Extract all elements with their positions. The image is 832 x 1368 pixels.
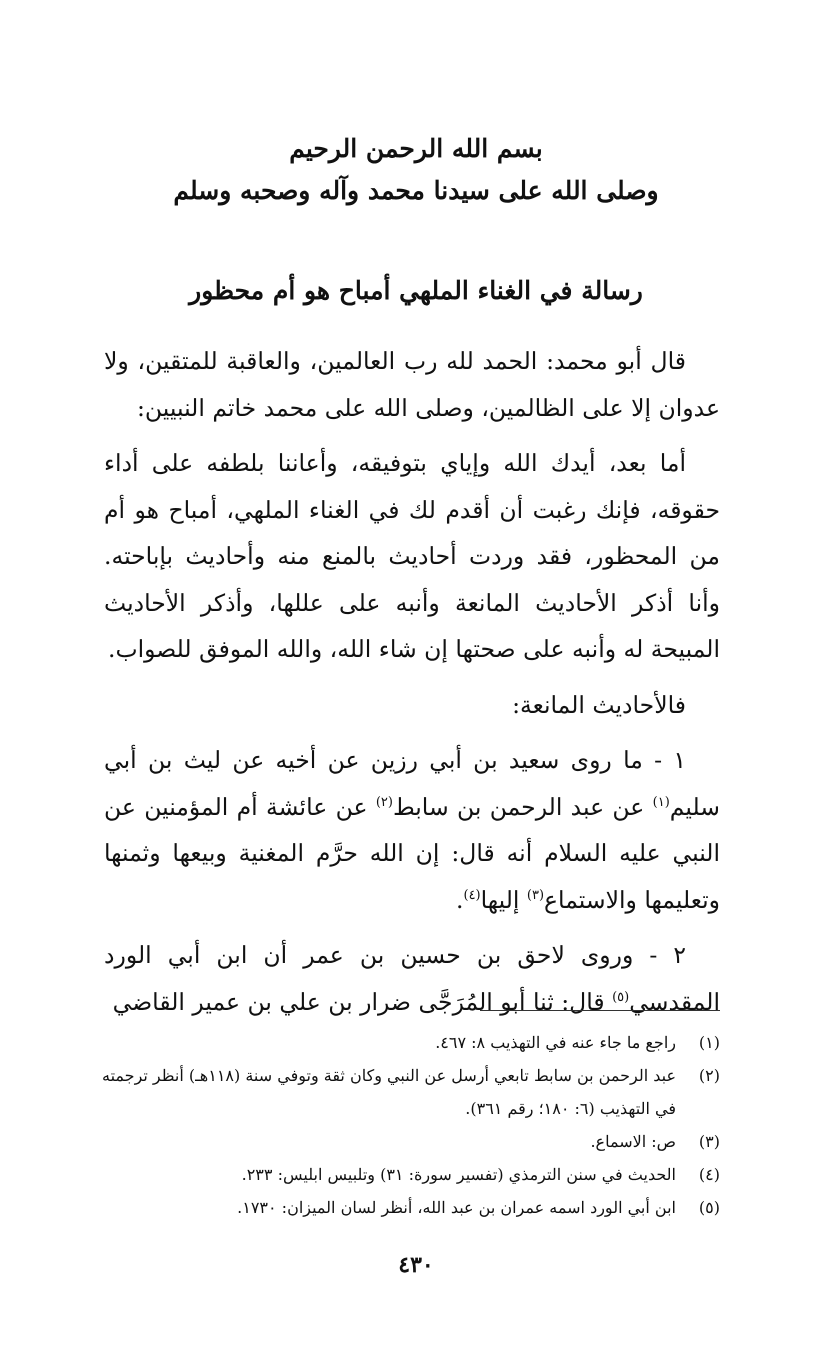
footnote-item xyxy=(96,1191,720,1224)
basmala-line: بسم الله الرحمن الرحيم xyxy=(289,134,543,163)
footnote-ref-3: (٣) xyxy=(526,887,545,903)
footnote-text: ابن أبي الورد اسمه عمران بن عبد الله، أنظر لسان الميزان: ١٧٣٠. xyxy=(237,1198,676,1217)
hadith-1-text-d: إليها xyxy=(480,885,527,914)
footnotes xyxy=(96,1026,720,1224)
footnote-ref-1: (١) xyxy=(652,794,670,810)
footnote-ref-5: (٥) xyxy=(612,989,630,1005)
hadith-1-text-e: . xyxy=(456,885,464,914)
footnote-number: (١) xyxy=(698,1033,720,1052)
footnote-text: عبد الرحمن بن سابط تابعي أرسل عن النبي وكان ثقة وتوفي سنة (١١٨هـ) أنظر ترجمته في التهذيب (٦: ١٨٠؛ رقم ٣٦١). xyxy=(102,1066,676,1118)
hadith-2-text-a: ٢ - وروى لاحق بن حسين بن عمر أن ابن أبي الورد المقدسي xyxy=(104,941,720,1016)
paragraph-intro: أما بعد، أيدك الله وإياي بتوفيقه، وأعاننا بلطفه على أداء حقوقه، فإنك رغبت أن أقدم لك في الغناء الملهي، أمباح هو أم من المحظور، فقد وردت أحاديث بالمنع منه وأحاديث بإباحته. وأنا أذكر الأحاديث المانعة وأنبه على عللها، وأذكر الأحاديث المبيحة له وأنبه على صحتها إن شاء الله، والله الموفق للصواب. xyxy=(104,449,720,663)
main-text xyxy=(104,338,720,1025)
footnote-number: (٥) xyxy=(698,1198,720,1217)
footnote-ref-2: (٢) xyxy=(375,794,393,810)
hadith-2-text-b: قال: ثنا أبو المُرَجَّى ضرار بن علي بن عمير القاضي xyxy=(112,987,613,1016)
footnote-ref-4: (٤) xyxy=(463,887,481,903)
footnote-text: ص: الاسماع. xyxy=(590,1132,676,1151)
footnote-item xyxy=(96,1158,720,1191)
page-number: ٤٣٠ xyxy=(398,1252,434,1278)
footnote-number: (٢) xyxy=(698,1066,720,1085)
footnote-item xyxy=(96,1125,720,1158)
hadith-1-text-a: ١ - ما روى سعيد بن أبي رزين عن أخيه عن ليث بن أبي سليم xyxy=(104,746,720,821)
salutation-line: وصلى الله على سيدنا محمد وآله وصحبه وسلم xyxy=(173,176,659,205)
footnote-divider xyxy=(480,1010,720,1011)
hadith-1-text-c: عن عائشة أم المؤمنين عن النبي عليه السلام أنه قال: إن الله حرَّم المغنية وبيعها وثمنها وتعليمها والاستماع xyxy=(104,792,720,914)
footnote-text: الحديث في سنن الترمذي (تفسير سورة: ٣١) وتلبيس ابليس: ٢٣٣. xyxy=(241,1165,676,1184)
footnote-number: (٤) xyxy=(698,1165,720,1184)
paragraph-opening: قال أبو محمد: الحمد لله رب العالمين، والعاقبة للمتقين، ولا عدوان إلا على الظالمين، وصلى الله على محمد خاتم النبيين: xyxy=(104,347,720,422)
footnote-item xyxy=(96,1059,720,1125)
paragraph-section-heading: فالأحاديث المانعة: xyxy=(512,690,686,719)
basmala-header xyxy=(120,128,712,212)
footnote-item xyxy=(96,1026,720,1059)
paragraph-hadith-2 xyxy=(104,932,720,1025)
footnote-number: (٣) xyxy=(698,1132,720,1151)
footnote-text: راجع ما جاء عنه في التهذيب ٨: ٤٦٧. xyxy=(435,1033,676,1052)
paragraph-hadith-1 xyxy=(104,737,720,923)
hadith-1-text-b: عن عبد الرحمن بن سابط xyxy=(392,792,653,821)
treatise-title: رسالة في الغناء الملهي أمباح هو أم محظور xyxy=(189,276,643,305)
